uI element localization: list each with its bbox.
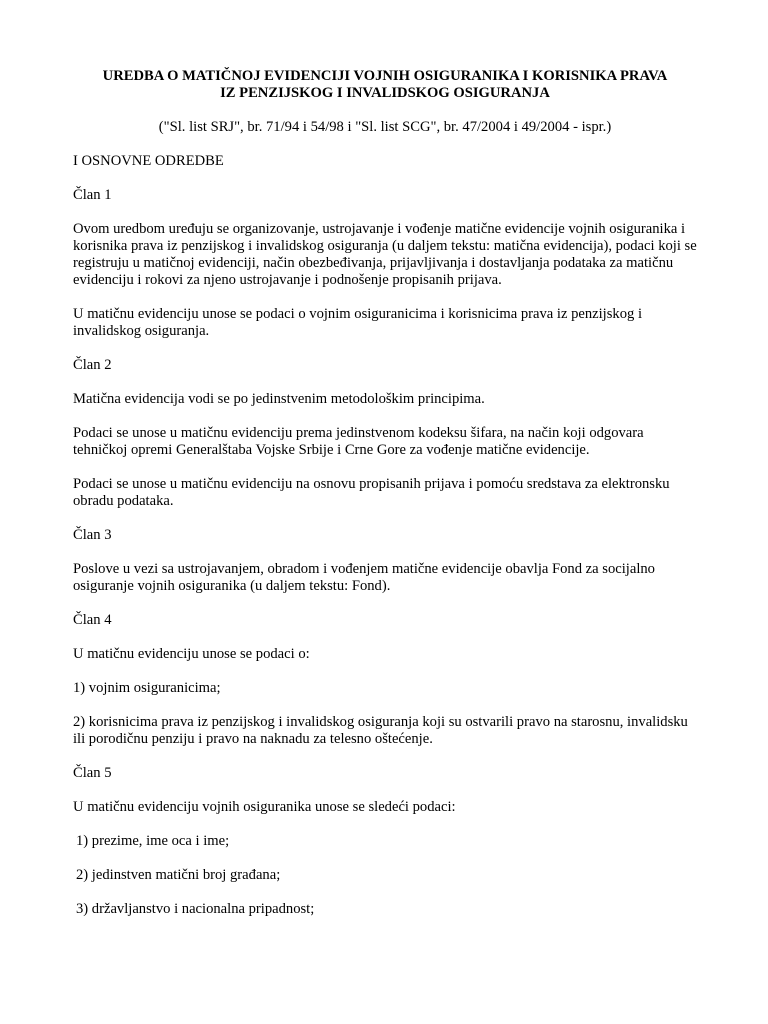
list-item: 2) korisnicima prava iz penzijskog i invalidskog osiguranja koji su ostvarili pravo na starosnu, invalidsku ili porodičnu penziju i pravo na naknadu za telesno oštećenje. [73, 714, 688, 747]
section-heading: I OSNOVNE ODREDBE [73, 153, 224, 169]
article-heading: Član 3 [73, 527, 112, 543]
document-page [73, 68, 697, 918]
gazette-reference: ("Sl. list SRJ", br. 71/94 i 54/98 i "Sl. list SCG", br. 47/2004 i 49/2004 - ispr.) [158, 119, 612, 135]
article-paragraph: Poslove u vezi sa ustrojavanjem, obradom i vođenjem matične evidencije obavlja Fond za socijalno osiguranje vojnih osiguranika (u daljem tekstu: Fond). [73, 561, 655, 594]
document-title [73, 68, 697, 102]
article-heading: Član 4 [73, 612, 112, 628]
list-item: 3) državljanstvo i nacionalna pripadnost; [76, 901, 315, 917]
article-paragraph: Ovom uredbom uređuju se organizovanje, ustrojavanje i vođenje matične evidencije vojnih osiguranika i korisnika prava iz penzijskog i invalidskog osiguranja (u daljem tekstu: matična evidencija), podaci koji se registruju u matičnoj evidenciji, način obezbeđivanja, prijavljivanja i dostavljanja podataka za matičnu evidenciju i rokovi za njeno ustrojavanje i podnošenje propisanih prijava. [73, 221, 697, 288]
article-paragraph: U matičnu evidenciju vojnih osiguranika unose se sledeći podaci: [73, 799, 456, 815]
article-paragraph: U matičnu evidenciju unose se podaci o vojnim osiguranicima i korisnicima prava iz penzijskog i invalidskog osiguranja. [73, 306, 643, 339]
article-heading: Član 5 [73, 765, 112, 781]
title-line-1: UREDBA O MATIČNOJ EVIDENCIJI VOJNIH OSIGURANIKA I KORISNIKA PRAVA [102, 68, 668, 84]
article-paragraph: Matična evidencija vodi se po jedinstvenim metodološkim principima. [73, 391, 485, 407]
article-paragraph: Podaci se unose u matičnu evidenciju na osnovu propisanih prijava i pomoću sredstava za elektronsku obradu podataka. [73, 476, 670, 509]
title-line-2: IZ PENZIJSKOG I INVALIDSKOG OSIGURANJA [220, 85, 550, 101]
article-paragraph: Podaci se unose u matičnu evidenciju prema jedinstvenom kodeksu šifara, na način koji odgovara tehničkoj opremi Generalštaba Vojske Srbije i Crne Gore za vođenje matične evidencije. [73, 425, 644, 458]
article-heading: Član 2 [73, 357, 112, 373]
article-heading: Član 1 [73, 187, 112, 203]
article-paragraph: U matičnu evidenciju unose se podaci o: [73, 646, 310, 662]
list-item: 1) vojnim osiguranicima; [73, 680, 221, 696]
list-item: 1) prezime, ime oca i ime; [76, 833, 230, 849]
list-item: 2) jedinstven matični broj građana; [76, 867, 281, 883]
